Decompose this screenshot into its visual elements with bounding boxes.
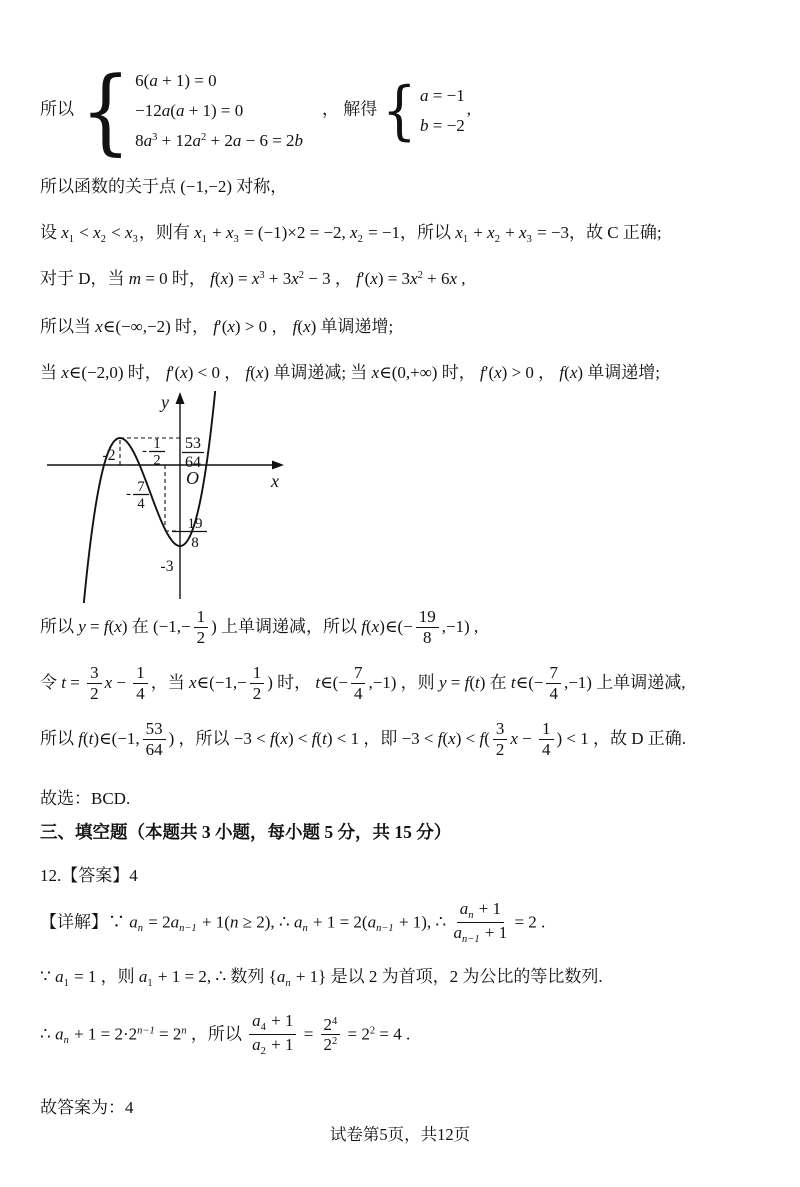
tick-53-64-den: 64 xyxy=(185,454,201,471)
tick-7-4-num: 7 xyxy=(137,479,145,495)
tick-7-4-den: 4 xyxy=(137,496,145,512)
origin-label: O xyxy=(186,468,199,488)
page-footer: 试卷第5页，共12页 xyxy=(329,1125,471,1144)
tick-1-2-den: 2 xyxy=(153,452,161,469)
tick-y-neg3: -3 xyxy=(160,558,174,575)
ft-range-line: 所以 f(t)∈(−1, $\frac{53}{64}$ ) ，所以 −3 < f(x) < f(t) < 1 ，即 −3 < f(x) < f( $\frac{3}{2}$ x − $\frac{1}{4}$ ) < 1 ，故 D 正确. xyxy=(40,719,687,759)
cubic-curve xyxy=(83,391,218,603)
detail-line: 【详解】∵ $a_n = 2a_{n-1} + 1(n \ge 2)$, ∴ $a_n + 1 = 2(a_{n-1} + 1)$, ∴ $\frac{a_n + 1}{a_{n-1} + 1}$ = 2 . xyxy=(40,899,546,946)
answer-choice-line: 故选：BCD. xyxy=(40,789,131,808)
solution-system-block: 所以 { 6(a + 1) = 0 −12a(a + 1) = 0 $8a^3 + 12a^2 + 2a - 6 = 2b$ ， 解得 { a = −1 b = −2 , xyxy=(40,56,471,165)
y-axis-label: y xyxy=(161,392,169,412)
substitution-line: 令 t = $\frac{3}{2}$ x − $\frac{1}{4}$ ，当 x∈(−1,− $\frac{1}{2}$ ) 时， t∈(− $\frac{7}{4}$ ,−1) ，则 y = f(t) 在 t∈(− $\frac{7}{4}$ ,−1) 上单调递减, xyxy=(40,663,686,703)
geometric-seq-line: ∵ $a_1 = 1$ ，则 $a_1 + 1 = 2$, ∴ 数列 $\{a_n + 1\}$ 是以 2 为首项，2 为公比的等比数列. xyxy=(40,967,603,989)
y-axis-arrow-icon xyxy=(176,392,185,404)
roots-sum-line: 设 $x_1 < x_2 < x_3$，则有 $x_1 + x_3 = (-1)\times 2 = -2$, $x_2 = -1$，所以 $x_1 + x_2 + x_3 = -3$，故 C 正确; xyxy=(40,223,662,245)
symmetry-statement: 所以函数的关于点 (−1,−2) 对称， xyxy=(40,177,288,196)
tick-1-2-num: 1 xyxy=(153,436,161,452)
tick-1-2-sign: - xyxy=(142,443,147,459)
monotonic-increase-line: 所以当 x∈(−∞,−2) 时， f′(x) > 0 ， f(x) 单调递增; xyxy=(40,317,394,336)
final-answer-line: 故答案为：4 xyxy=(40,1098,134,1117)
decreasing-interval-line: 所以 y = f(x) 在 (−1,− $\frac{1}{2}$ ) 上单调递减，所以 f(x)∈(− $\frac{19}{8}$ ,−1) , xyxy=(40,607,479,647)
answer-12-line: 12.【答案】4 xyxy=(40,866,138,885)
case-d-line: 对于 D，当 m = 0 时， $f(x) = x^3 + 3x^2 - 3$ ， $f'(x) = 3x^2 + 6x$ , xyxy=(40,269,466,288)
tick-x-neg2: -2 xyxy=(102,447,116,464)
function-graph xyxy=(45,391,285,603)
x-axis-label: x xyxy=(271,471,279,491)
tick-19-8-num: 19 xyxy=(187,516,203,532)
tick-19-8-den: 8 xyxy=(191,535,199,551)
tick-7-4-sign: - xyxy=(126,486,131,502)
section-heading: 三、填空题（本题共 3 小题，每小题 5 分，共 15 分） xyxy=(40,822,452,842)
general-term-line: ∴ $a_n + 1 = 2\cdot 2^{n-1} = 2^n$ ，所以 $\frac{a_4 + 1}{a_2 + 1}$ = $\frac{2^4}{2^2}$ = $2^2 = 4$ . xyxy=(40,1011,411,1058)
tick-53-64-num: 53 xyxy=(185,435,201,452)
monotonic-mixed-line: 当 x∈(−2,0) 时， f′(x) < 0 ， f(x) 单调递减; 当 x∈(0,+∞) 时， f′(x) > 0 ， f(x) 单调递增; xyxy=(40,363,660,382)
x-axis-arrow-icon xyxy=(272,461,284,470)
